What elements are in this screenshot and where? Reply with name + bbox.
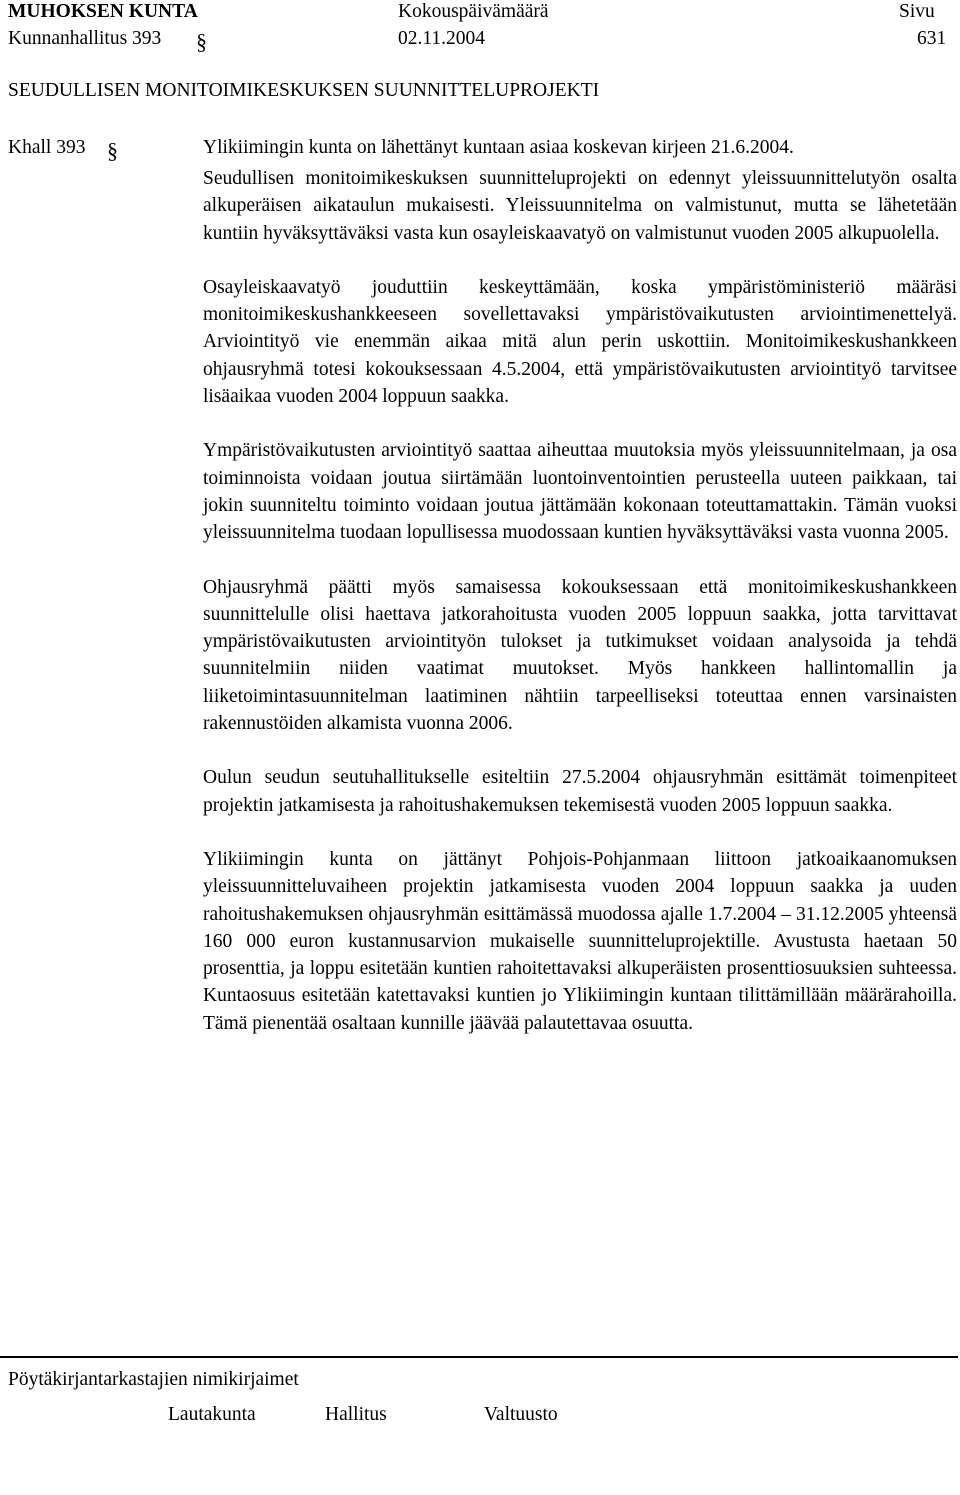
- paragraph: Ylikiimingin kunta on jättänyt Pohjois-Pohjanmaan liittoon jatkoaikaanomuksen yleissuunnitteluvaiheen projektin jatkamisesta vuoden 2004 loppuun saakka ja uuden rahoitushakemuksen ohjausryhmän esittämässä muodossa ajalle 1.7.2004 – 31.12.2005 yhteensä 160 000 euron kustannusarvion mukaiselle suunnitteluprojektille. Avustusta haetaan 50 prosenttia, ja loppu esitetään kuntien rahoitettavaksi alkuperäisten prosenttiosuuksien suhteessa. Kuntaosuus esitetään katettavaksi kuntien jo Ylikiimingin kuntaan tilittämillään määrärahoilla. Tämä pienentää osaltaan kunnille jäävää palautettavaa osuutta.: [203, 848, 957, 1034]
- signature-title: Pöytäkirjantarkastajien nimikirjaimet: [8, 1369, 299, 1390]
- signature-footer: [0, 1356, 960, 1495]
- signature-lautakunta: Lautakunta: [168, 1404, 256, 1425]
- page-header: [0, 0, 960, 60]
- section-ref-text: Khall 393: [8, 137, 86, 158]
- body-text: [203, 165, 957, 1064]
- signature-hallitus: Hallitus: [325, 1404, 387, 1425]
- meeting-date: 02.11.2004: [398, 28, 486, 49]
- body-ref: Kunnanhallitus 393: [8, 28, 162, 49]
- page-number: 631: [917, 28, 947, 49]
- section-mark-icon: §: [196, 29, 207, 54]
- paragraph: Osayleiskaavatyö jouduttiin keskeyttämään, koska ympäristöministeriö määräsi monitoimikeskushankkeeseen sovellettavaksi ympäristövaikutusten arviointimenettelyä. Arviointityö vie enemmän aikaa mitä alun perin uskottiin. Monitoimikeskushankkeen ohjausryhmä totesi kokouksessaan 4.5.2004, että ympäristövaikutusten arviointityö tarvitsee lisäaikaa vuoden 2004 loppuun saakka.: [203, 276, 957, 408]
- page-label: Sivu: [899, 1, 935, 22]
- paragraph: Ohjausryhmä päätti myös samaisessa kokouksessaan että monitoimikeskushankkeen suunnittelulle olisi haettava jatkorahoitusta vuoden 2005 loppuun saakka, jotta tarvittavat ympäristövaikutusten arviointityön tulokset ja tutkimukset voidaan analysoida ja tehdä suunnitelmiin niiden vaatimat muutokset. Myös hankkeen hallintomallin ja liiketoimintasuunnitelman laatiminen nähtiin tarpeelliseksi toteuttaa ennen varsinaisten rakennustöiden alkamista vuonna 2006.: [203, 576, 957, 735]
- section-ref-mark-icon: §: [107, 138, 118, 163]
- paragraph: Ympäristövaikutusten arviointityö saattaa aiheuttaa muutoksia myös yleissuunnitelmaan, ja osa toiminnoista voidaan joutua siirtämään luontoinventointien perusteella uuteen paikkaan, tai jokin suunniteltu toiminto voidaan joutua jättämään kokonaan toteuttamattakin. Tämän vuoksi yleissuunnitelma tuodaan lopullisessa muodossaan kuntien hyväksyttäväksi vasta vuonna 2005.: [203, 440, 957, 544]
- section-subject: Ylikiimingin kunta on lähettänyt kuntaan asiaa koskevan kirjeen 21.6.2004.: [203, 137, 794, 158]
- paragraph: Seudullisen monitoimikeskuksen suunnitteluprojekti on edennyt yleissuunnittelutyön osalta alkuperäisen aikataulun mukaisesti. Yleissuunnitelma on valmistunut, mutta se lähetetään kuntiin hyväksyttäväksi vasta kun osayleiskaavatyö on valmistunut vuoden 2005 alkupuolella.: [203, 168, 957, 244]
- paragraph: Oulun seudun seutuhallitukselle esiteltiin 27.5.2004 ohjausryhmän esittämät toimenpiteet projektin jatkamisesta ja rahoitushakemuksen tekemisestä vuoden 2005 loppuun saakka.: [203, 767, 957, 816]
- section-ref: [8, 137, 85, 159]
- doc-type-label: Kokouspäivämäärä: [398, 1, 549, 22]
- footer-divider: [0, 1356, 958, 1358]
- org-name: MUHOKSEN KUNTA: [8, 1, 198, 22]
- section-title: SEUDULLISEN MONITOIMIKESKUKSEN SUUNNITTELUPROJEKTI: [8, 80, 600, 101]
- signature-valtuusto: Valtuusto: [484, 1404, 558, 1425]
